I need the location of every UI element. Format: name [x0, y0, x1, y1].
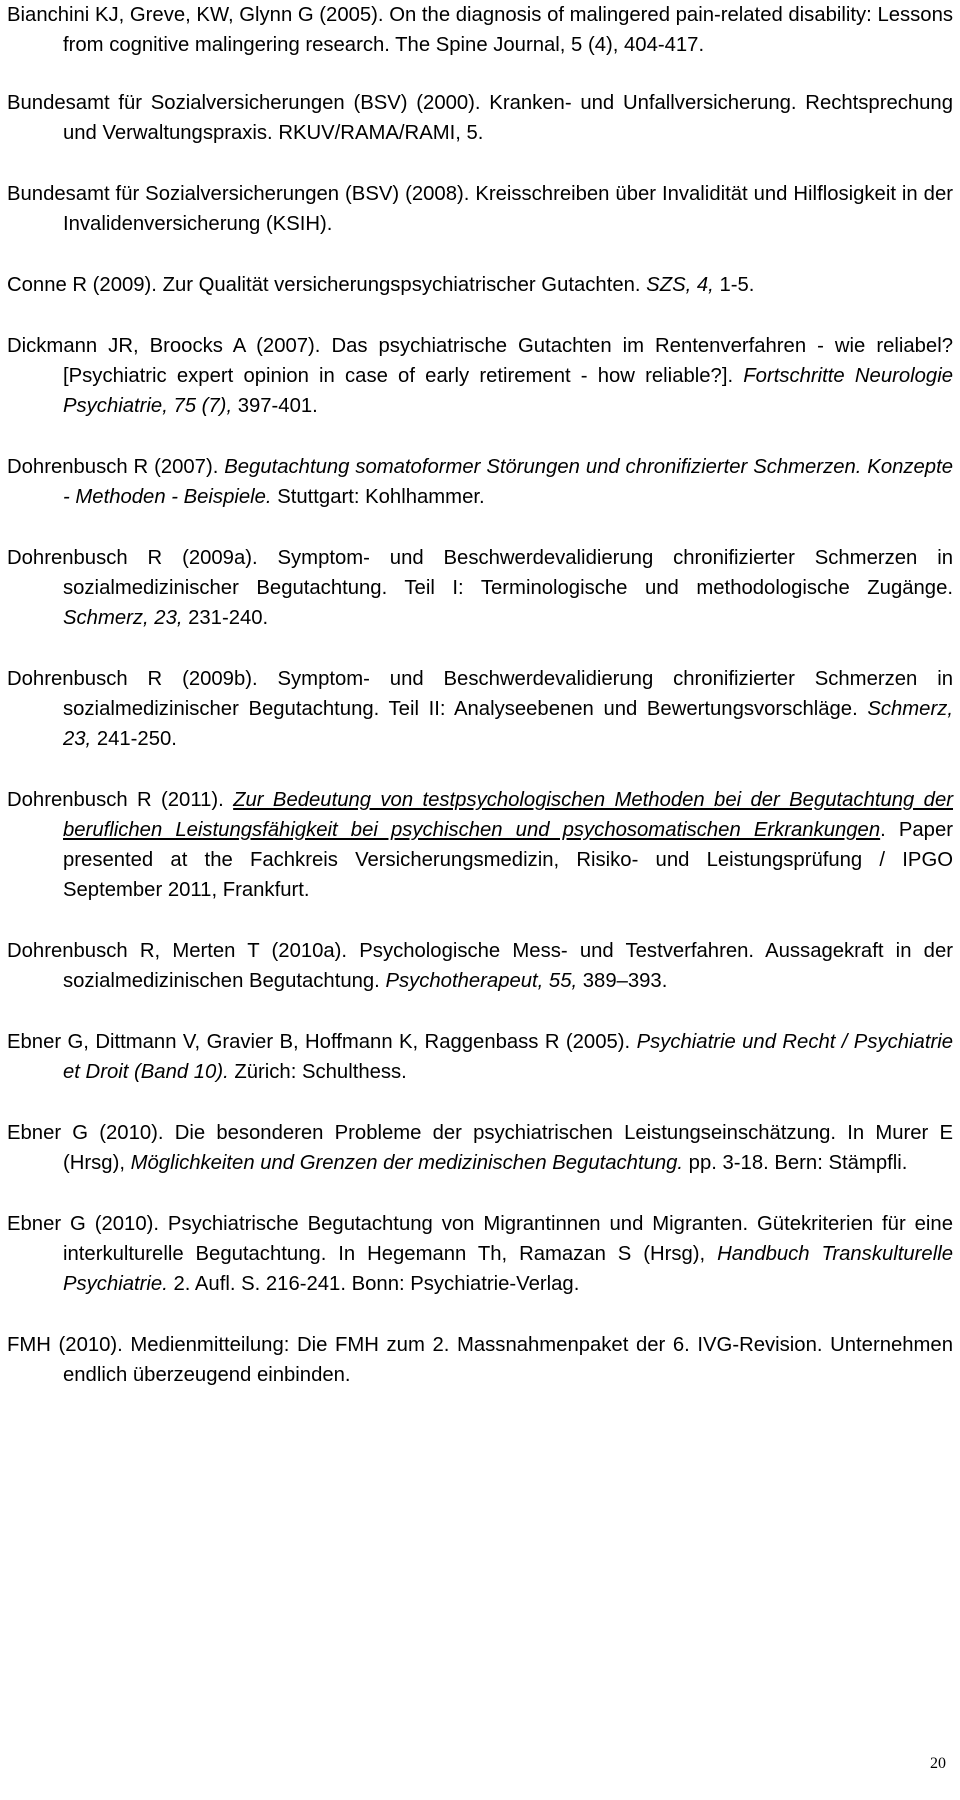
reference-text: Dohrenbusch R, Merten T (2010a). Psychologische Mess- und Testverfahren. Aussagekraft in der sozialmedizinischen Begutachtung. — [7, 940, 953, 992]
reference-entry — [7, 1209, 953, 1299]
journal-title: Fortschritte Neurologie Psychiatrie, 75 (7), — [63, 365, 953, 417]
reference-publisher: Zürich: Schulthess. — [228, 1061, 407, 1083]
reference-entry — [7, 88, 953, 148]
reference-text: FMH (2010). Medienmitteilung: Die FMH zum 2. Massnahmenpaket der 6. IVG-Revision. Unternehmen endlich überzeugend einbinden. — [7, 1334, 953, 1386]
reference-text: Ebner G, Dittmann V, Gravier B, Hoffmann K, Raggenbass R (2005). — [7, 1031, 637, 1053]
reference-text: Dohrenbusch R (2009a). Symptom- und Beschwerdevalidierung chronifizierter Schmerzen in sozialmedizinischer Begutachtung. Teil I: Terminologische und methodologische Zugänge. — [7, 547, 953, 599]
reference-publisher: 2. Aufl. S. 216-241. Bonn: Psychiatrie-Verlag. — [167, 1273, 580, 1295]
reference-pages: 231-240. — [182, 607, 269, 629]
reference-entry — [7, 1330, 953, 1390]
book-title: Begutachtung somatoformer Störungen und chronifizierter Schmerzen. Konzepte - Methoden - Beispiele. — [63, 456, 953, 508]
reference-venue: . Paper presented at the Fachkreis Versicherungsmedizin, Risiko- und Leistungsprüfung / IPGO September 2011, Frankfurt. — [63, 819, 953, 901]
reference-publisher: pp. 3-18. Bern: Stämpfli. — [683, 1152, 908, 1174]
journal-title: Schmerz, 23, — [63, 698, 953, 750]
reference-entry — [7, 331, 953, 421]
reference-entry — [7, 543, 953, 633]
reference-pages: 241-250. — [91, 728, 177, 750]
page-number: 20 — [930, 1755, 946, 1772]
reference-entry — [7, 936, 953, 996]
reference-text: Bianchini KJ, Greve, KW, Glynn G (2005). On the diagnosis of malingered pain-related disability: Lessons from cognitive malingering research. The Spine Journal, 5 (4), 404-417. — [7, 4, 953, 56]
reference-entry — [7, 664, 953, 754]
reference-pages: 389–393. — [577, 970, 668, 992]
book-title: Psychiatrie und Recht / Psychiatrie et Droit (Band 10). — [63, 1031, 953, 1083]
book-title: Handbuch Transkulturelle Psychiatrie. — [63, 1243, 953, 1295]
reference-text: Dickmann JR, Broocks A (2007). Das psychiatrische Gutachten im Rentenverfahren - wie reliabel? [Psychiatric expert opinion in case of early retirement - how reliable?]. — [7, 335, 953, 387]
journal-title: Schmerz, 23, — [63, 607, 183, 629]
reference-text: Ebner G (2010). Die besonderen Probleme der psychiatrischen Leistungseinschätzung. In Murer E (Hrsg), — [7, 1122, 953, 1174]
journal-title: SZS, 4, — [646, 274, 714, 296]
reference-text: Dohrenbusch R (2007). — [7, 456, 225, 478]
reference-entry — [7, 270, 953, 300]
reference-entry — [7, 1027, 953, 1087]
reference-text: Dohrenbusch R (2011). — [7, 789, 234, 811]
journal-title: Psychotherapeut, 55, — [385, 970, 578, 992]
book-title: Möglichkeiten und Grenzen der medizinischen Begutachtung. — [130, 1152, 684, 1174]
reference-text: Conne R (2009). Zur Qualität versicherungspsychiatrischer Gutachten. — [7, 274, 647, 296]
reference-pages: 397-401. — [232, 395, 318, 417]
reference-entry — [7, 452, 953, 512]
reference-entry — [7, 1118, 953, 1178]
reference-entry — [7, 179, 953, 239]
reference-list — [7, 0, 953, 1421]
paper-title: Zur Bedeutung von testpsychologischen Methoden bei der Begutachtung der beruflichen Leistungsfähigkeit bei psychischen und psychosomatischen Erkrankungen — [63, 789, 953, 841]
reference-entry — [7, 785, 953, 905]
reference-publisher: Stuttgart: Kohlhammer. — [271, 486, 485, 508]
reference-text: Bundesamt für Sozialversicherungen (BSV) (2008). Kreisschreiben über Invalidität und Hilflosigkeit in der Invalidenversicherung (KSIH). — [7, 183, 953, 235]
reference-pages: 1-5. — [713, 274, 755, 296]
reference-text: Bundesamt für Sozialversicherungen (BSV) (2000). Kranken- und Unfallversicherung. Rechtsprechung und Verwaltungspraxis. RKUV/RAMA/RAMI, 5. — [7, 92, 953, 144]
reference-text: Ebner G (2010). Psychiatrische Begutachtung von Migrantinnen und Migranten. Gütekriterien für eine interkulturelle Begutachtung. In Hegemann Th, Ramazan S (Hrsg), — [7, 1213, 953, 1265]
reference-text: Dohrenbusch R (2009b). Symptom- und Beschwerdevalidierung chronifizierter Schmerzen in sozialmedizinischer Begutachtung. Teil II: Analyseebenen und Bewertungsvorschläge. — [7, 668, 953, 720]
reference-entry — [7, 0, 953, 60]
